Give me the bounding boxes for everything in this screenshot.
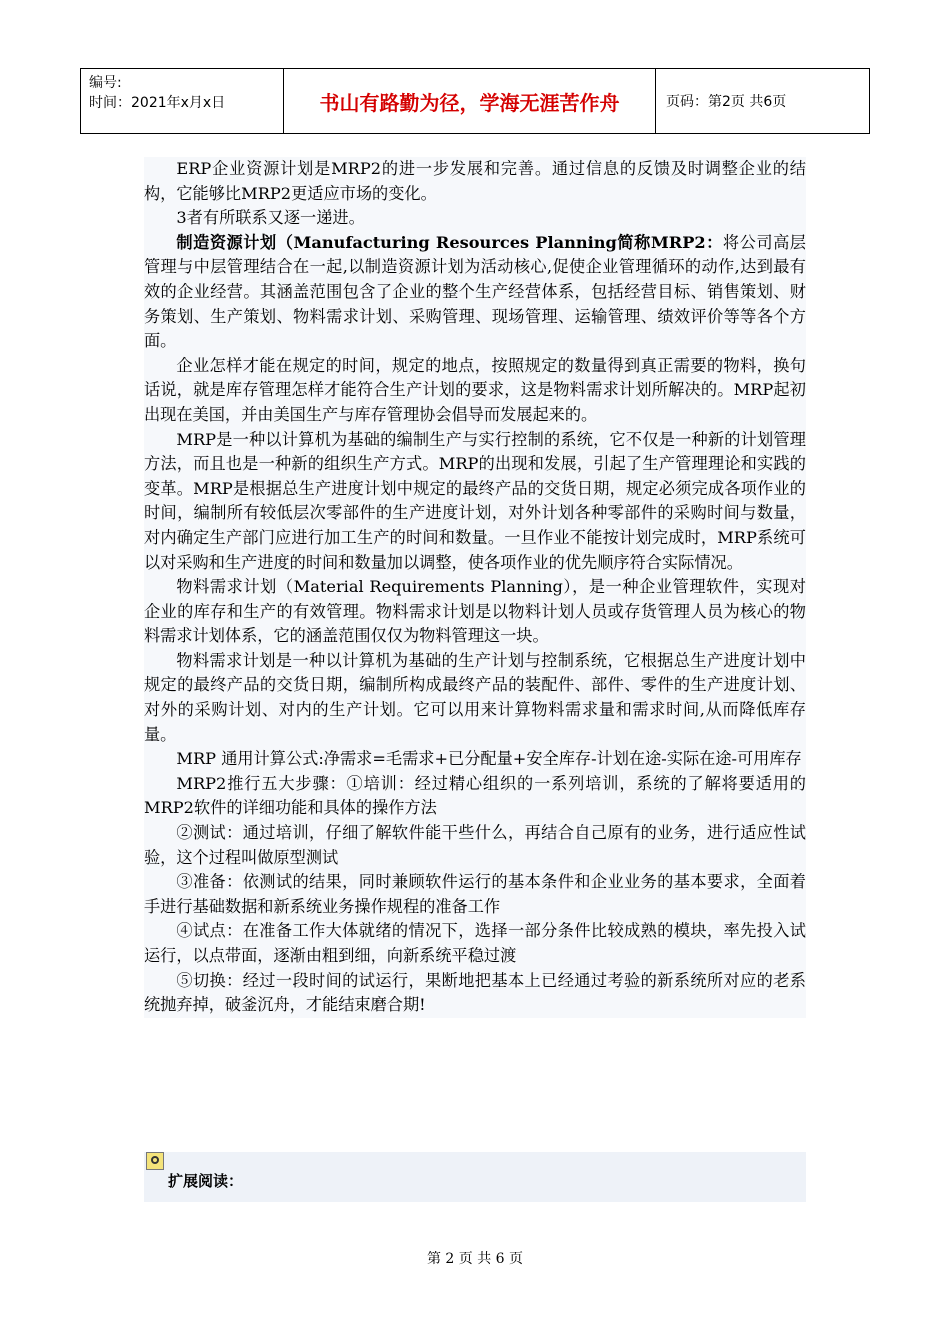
mrp2-heading: 制造资源计划（Manufacturing Resources Planning简称MRP2：: [176, 232, 723, 252]
header-meta: [81, 69, 284, 133]
note-icon: [146, 1152, 164, 1170]
paragraph: ④试点：在准备工作大体就绪的情况下，选择一部分条件比较成熟的模块，率先投入试运行，以点带面，逐渐由粗到细，向新系统平稳过渡: [144, 921, 806, 965]
paragraph: MRP是一种以计算机为基础的编制生产与实行控制的系统，它不仅是一种新的计划管理方法，而且也是一种新的组织生产方式。MRP的出现和发展，引起了生产管理理论和实践的变革。MRP是根据总生产进度计划中规定的最终产品的交货日期，规定必须完成各项作业的时间，编制所有较低层次零部件的生产进度计划，对外计划各种零部件的采购时间与数量，对内确定生产部门应进行加工生产的时间和数量。一旦作业不能按计划完成时，MRP系统可以对采购和生产进度的时间和数量加以调整，使各项作业的优先顺序符合实际情况。: [144, 429, 806, 572]
header-motto: 书山有路勤为径，学海无涯苦作舟: [284, 69, 656, 133]
paragraph: MRP2推行五大步骤：①培训：经过精心组织的一系列培训，系统的了解将要适用的MRP2软件的详细功能和具体的操作方法: [144, 773, 806, 818]
paragraph: MRP 通用计算公式:净需求=毛需求+已分配量+安全库存-计划在途-实际在途-可用库存: [176, 749, 802, 769]
header-page-info: 页码：第2页 共6页: [666, 94, 787, 110]
paragraph: ERP企业资源计划是MRP2的进一步发展和完善。通过信息的反馈及时调整企业的结构，它能够比MRP2更适应市场的变化。: [144, 159, 806, 203]
paragraph: ③准备：依测试的结果，同时兼顾软件运行的基本条件和企业业务的基本要求，全面着手进行基础数据和新系统业务操作规程的准备工作: [144, 872, 806, 916]
paragraph: 企业怎样才能在规定的时间，规定的地点，按照规定的数量得到真正需要的物料，换句话说，就是库存管理怎样才能符合生产计划的要求，这是物料需求计划所解决的。MRP起初出现在美国，并由美国生产与库存管理协会倡导而发展起来的。: [144, 355, 806, 424]
paragraph: 物料需求计划是一种以计算机为基础的生产计划与控制系统，它根据总生产进度计划中规定的最终产品的交货日期，编制所构成最终产品的装配件、部件、零件的生产进度计划、对外的采购计划、对内的生产计划。它可以用来计算物料需求量和需求时间,从而降低库存量。: [144, 650, 806, 744]
paragraph: [144, 231, 806, 354]
paragraph-text: 将公司高层管理与中层管理结合在一起,以制造资源计划为活动核心,促使企业管理循环的动作,达到最有效的企业经营。其涵盖范围包含了企业的整个生产经营体系，包括经营目标、销售策划、财务策划、生产策划、物料需求计划、采购管理、现场管理、运输管理、绩效评价等等各个方面。: [144, 232, 806, 351]
number-label: 编号:: [89, 75, 122, 91]
page-header: [80, 68, 870, 134]
paragraph: ②测试：通过培训，仔细了解软件能干些什么，再结合自己原有的业务，进行适应性试验，这个过程叫做原型测试: [144, 823, 806, 867]
paragraph: 物料需求计划（Material Requirements Planning），是一种企业管理软件，实现对企业的库存和生产的有效管理。物料需求计划是以物料计划人员或存货管理人员为核心的物料需求计划体系，它的涵盖范围仅仅为物料管理这一块。: [144, 577, 806, 646]
extended-reading-label: 扩展阅读：: [168, 1172, 244, 1190]
page-footer: 第 2 页 共 6 页: [426, 1251, 524, 1267]
document-body: [144, 157, 806, 1018]
paragraph: ⑤切换：经过一段时间的试运行，果断地把基本上已经通过考验的新系统所对应的老系统抛弃掉，破釜沉舟，才能结束磨合期!: [144, 970, 806, 1015]
paragraph: 3者有所联系又逐一递进。: [176, 208, 365, 228]
time-label: 时间：2021年x月x日: [89, 95, 226, 111]
extended-reading-box: [144, 1152, 806, 1202]
